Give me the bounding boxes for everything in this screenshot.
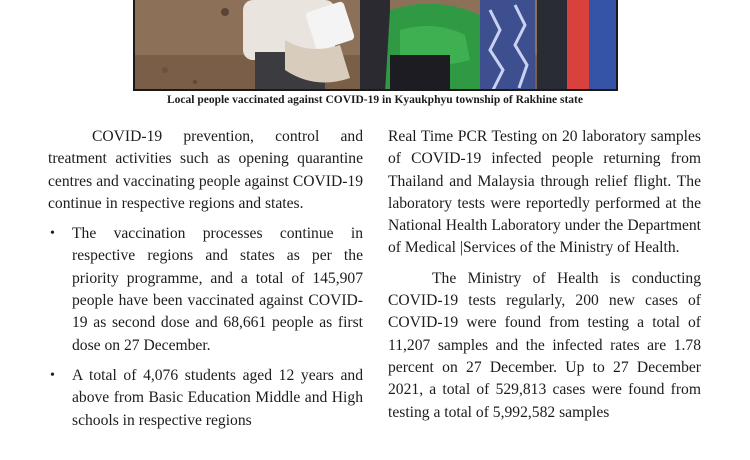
bullet-text: The vaccination processes continue in respective regions and states as per the priority programme, and a total of 145,907 people have been vaccinated against COVID-19 as second dose and 68,661 people as first dose on 27 December. — [72, 225, 363, 354]
pcr-paragraph: Real Time PCR Testing on 20 laboratory samples of COVID-19 infected people returning from Thailand and Malaysia through relief flight. The laboratory tests were reportedly performed at the National Health Laboratory under the Department of Medical |Services of the Ministry of Health. — [388, 128, 701, 257]
list-item — [48, 223, 363, 357]
bullet-list — [48, 223, 363, 432]
bullet-icon: • — [50, 226, 55, 242]
list-item — [48, 365, 363, 432]
testing-paragraph: The Ministry of Health is conducting COVID-19 tests regularly, 200 new cases of COVID-19 were found from testing a total of 11,207 samples and the infected rates are 1.78 percent on 27 December. Up to 27 December 2021, a total of 529,813 cases were found from testing a total of 5,992,582 samples — [388, 269, 701, 421]
right-column — [388, 126, 701, 424]
intro-paragraph: COVID-19 prevention, control and treatment activities such as opening quarantine centres and vaccinating people against COVID-19 continue in respective regions and states. — [48, 128, 363, 212]
bullet-text: A total of 4,076 students aged 12 years and above from Basic Education Middle and High schools in respective regions — [72, 366, 363, 429]
left-column — [48, 126, 363, 440]
bullet-icon: • — [50, 367, 55, 383]
photo-scene — [135, 0, 618, 91]
photo-caption: Local people vaccinated against COVID-19 in Kyaukphyu township of Rakhine state — [167, 94, 583, 106]
vaccination-photo — [133, 0, 618, 91]
